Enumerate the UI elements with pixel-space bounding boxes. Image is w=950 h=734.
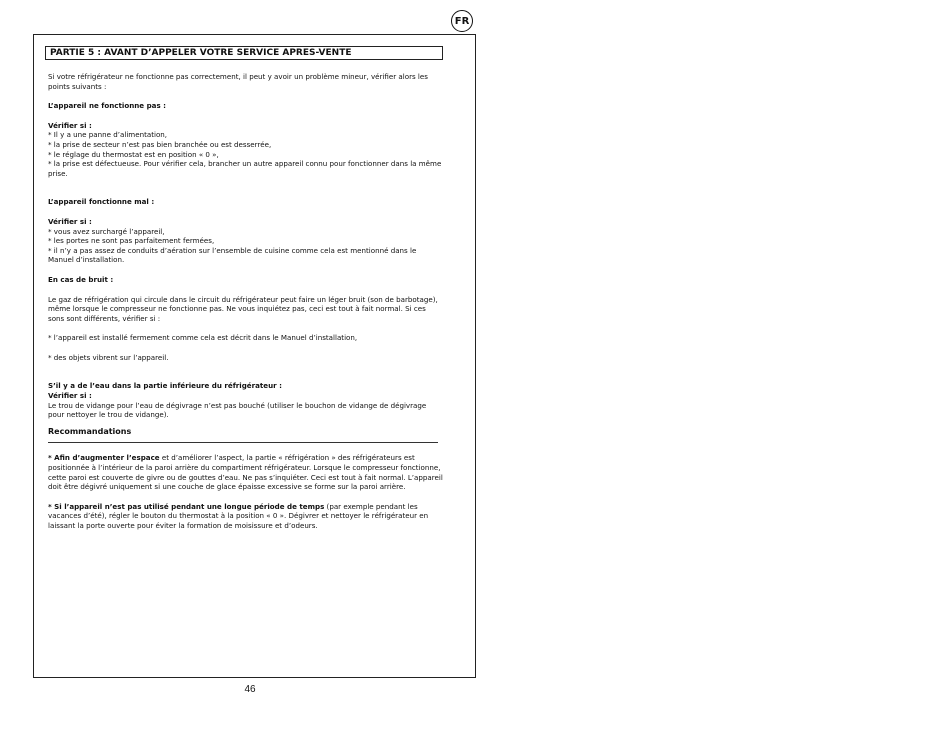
block2-line: * vous avez surchargé l’appareil, xyxy=(48,226,165,236)
document-body xyxy=(48,72,443,531)
block2-heading: L’appareil fonctionne mal : xyxy=(48,197,155,207)
block2-check-label: Vérifier si : xyxy=(48,216,92,226)
language-badge: FR xyxy=(451,10,473,32)
block1-line: * la prise de secteur n’est pas bien branchée ou est desserrée, xyxy=(48,139,272,149)
block1-check-label: Vérifier si : xyxy=(48,120,92,130)
block3-item: * l’appareil est installé fermement comme cela est décrit dans le Manuel d’installation, xyxy=(48,333,358,343)
block3-heading: En cas de bruit : xyxy=(48,274,114,284)
recommendations-heading: Recommandations xyxy=(48,426,132,436)
block2-line: * il n’y a pas assez de conduits d’aération sur l’ensemble de cuisine comme cela est mentionné dans le Manuel d’installation. xyxy=(48,245,417,265)
block1-line: * le réglage du thermostat est en position « 0 », xyxy=(48,149,219,159)
recommendation-lead: * Si l’appareil n’est pas utilisé pendant une longue période de temps xyxy=(48,501,325,511)
section-title: PARTIE 5 : AVANT D’APPELER VOTRE SERVICE APRES-VENTE xyxy=(45,46,443,60)
recommendation-text: et d’améliorer l’aspect, la partie « réfrigération » des réfrigérateurs est positionnée à l’intérieur de la paroi arrière du compartiment réfrigérateur. Lorsque le compresseur fonctionne, cette paroi est couverte de givre ou de gouttes d’eau. Ne pas s’inquiéter. Ceci est tout à fait normal. L’appareil doit être dégivré uniquement si une couche de glace épaisse excessive se forme sur la paroi arrière. xyxy=(48,453,443,492)
recommendation-item xyxy=(48,453,443,491)
block1-heading: L’appareil ne fonctionne pas : xyxy=(48,101,166,111)
recommendation-lead: * Afin d’augmenter l’espace xyxy=(48,453,160,463)
block4-heading: S’il y a de l’eau dans la partie inférieure du réfrigérateur : xyxy=(48,381,282,391)
block2-line: * les portes ne sont pas parfaitement fermées, xyxy=(48,236,215,246)
recommendation-item xyxy=(48,502,443,531)
block1-line: * la prise est défectueuse. Pour vérifier cela, brancher un autre appareil connu pour fonctionner dans la même prise. xyxy=(48,159,442,178)
intro-paragraph: Si votre réfrigérateur ne fonctionne pas correctement, il peut y avoir un problème mineur, vérifier alors les points suivants : xyxy=(48,72,428,91)
block3-item: * des objets vibrent sur l’appareil. xyxy=(48,352,169,362)
block4-check-label: Vérifier si : xyxy=(48,391,92,401)
block3-paragraph: Le gaz de réfrigération qui circule dans le circuit du réfrigérateur peut faire un léger bruit (son de barbotage), même lorsque le compresseur ne fonctionne pas. Ne vous inquiétez pas, ceci est tout à fait normal. Si ces sons sont différents, vérifier si : xyxy=(48,294,438,323)
block4-paragraph: Le trou de vidange pour l’eau de dégivrage n’est pas bouché (utiliser le bouchon de vidange de dégivrage pour nettoyer le trou de vidange). xyxy=(48,400,427,420)
section-divider xyxy=(48,442,438,443)
page-number: 46 xyxy=(244,684,256,695)
block1-line: * Il y a une panne d’alimentation, xyxy=(48,130,168,140)
recommendation-text: (par exemple pendant les vacances d’été), régler le bouton du thermostat à la position « 0 ». Dégivrer et nettoyer le réfrigérateur en laissant la porte ouverte pour éviter la formation de moisissure et d’odeurs. xyxy=(48,501,429,530)
